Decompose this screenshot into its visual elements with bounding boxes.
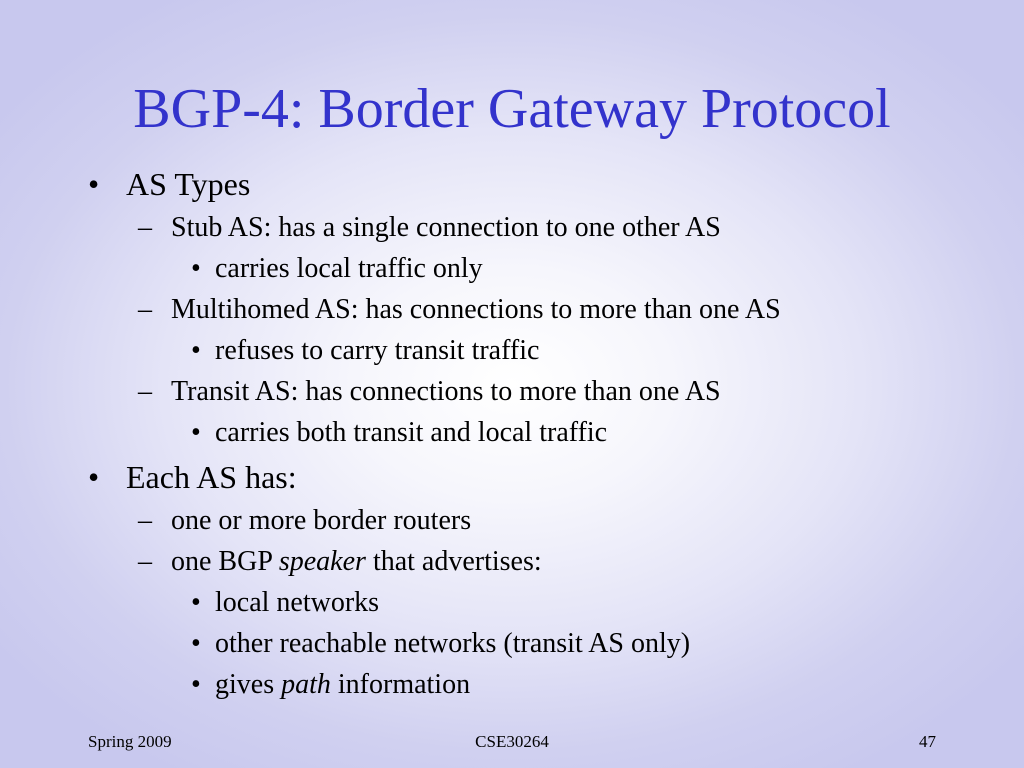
dash-marker: – (138, 546, 152, 577)
bullet-marker: • (191, 253, 201, 284)
dash-marker: – (138, 294, 152, 325)
bullet-text: one or more border routers (171, 505, 472, 536)
bullet-text: refuses to carry transit traffic (215, 335, 540, 366)
footer-left: Spring 2009 (88, 732, 172, 751)
text-segment: one BGP (171, 546, 279, 577)
dash-marker: – (138, 376, 152, 407)
text-segment: gives (215, 669, 282, 700)
bullet-text: other reachable networks (transit AS only) (215, 628, 691, 659)
bullet-text: local networks (215, 587, 380, 618)
bullet-marker: • (191, 417, 201, 448)
bullet-marker: • (88, 459, 100, 495)
emphasized-text: path (281, 669, 331, 700)
bullet-text: AS Types (126, 166, 251, 202)
dash-marker: – (138, 505, 152, 536)
bullet-text: carries both transit and local traffic (215, 417, 608, 448)
bullet-marker: • (191, 335, 201, 366)
slide-title: BGP-4: Border Gateway Protocol (133, 78, 891, 140)
emphasized-text: speaker (278, 546, 366, 577)
bullet-text: Multihomed AS: has connections to more than one AS (171, 294, 781, 325)
bullet-text: Transit AS: has connections to more than one AS (171, 376, 721, 407)
text-segment: information (330, 669, 471, 700)
bullet-text: Each AS has: (126, 459, 297, 495)
bullet-marker: • (191, 628, 201, 659)
bullet-marker: • (191, 669, 201, 700)
bullet-text (215, 668, 470, 702)
footer-center: CSE30264 (475, 732, 549, 751)
text-segment: that advertises: (365, 546, 542, 577)
bullet-marker: • (191, 587, 201, 618)
bullet-marker: • (88, 166, 100, 202)
dash-marker: – (138, 212, 152, 243)
slide-number: 47 (919, 732, 936, 751)
bullet-text (171, 545, 542, 579)
bullet-text: Stub AS: has a single connection to one other AS (171, 212, 721, 243)
bullet-text: carries local traffic only (215, 253, 483, 284)
